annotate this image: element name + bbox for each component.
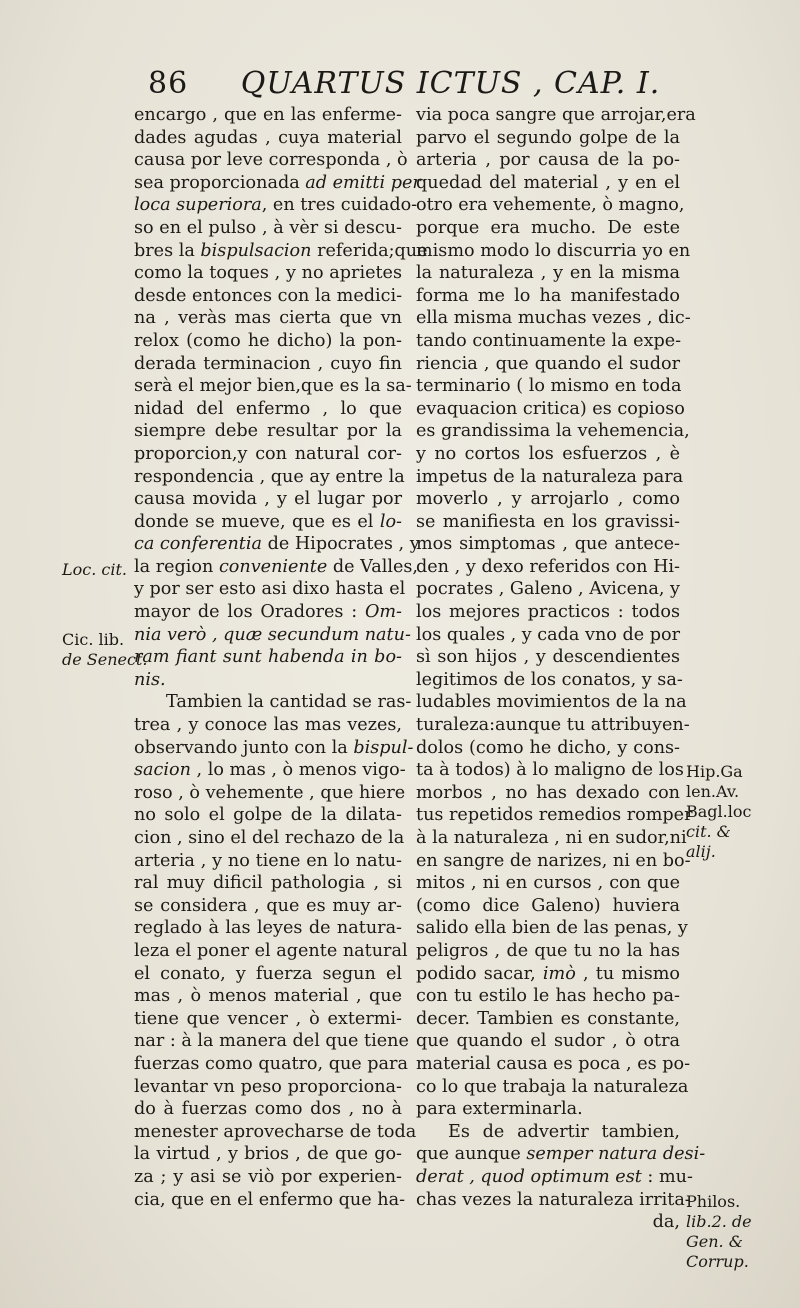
text-line: ca conferentia de Hipocrates , y [134, 534, 420, 555]
text-line: causa movida , y el lugar por [134, 489, 402, 510]
text-line: con tu estilo le has hecho pa- [416, 986, 680, 1007]
text-line: da, [652, 1212, 680, 1233]
margin-note-loc-cit: Loc. cit. [62, 560, 127, 579]
text-line: leza el poner el agente natural [134, 940, 408, 961]
text-line: ludables movimientos de la na [416, 692, 687, 713]
text-line: morbos , no has dexado con [416, 782, 680, 803]
text-line: que quando el sudor , ò otra [416, 1031, 680, 1052]
text-line: en sangre de narizes, ni en bo- [416, 850, 691, 871]
running-head [148, 66, 661, 101]
text-line: chas vezes la naturaleza irrita- [416, 1189, 691, 1210]
text-line: co lo que trabaja la naturaleza [416, 1076, 689, 1097]
text-line: podido sacar, imò , tu mismo [416, 963, 681, 984]
text-line: loca superiora, en tres cuidado- [134, 195, 418, 216]
page-title: QUARTUS ICTUS , CAP. I. [240, 66, 661, 101]
text-line: decer. Tambien es constante, [416, 1008, 680, 1029]
text-line: ram fiant sunt habenda in bo- [134, 647, 402, 668]
text-line: roso , ò vehemente , que hiere [134, 782, 406, 803]
text-line: cia, que en el enfermo que ha- [134, 1189, 406, 1210]
text-line: respondencia , que ay entre la [134, 466, 405, 487]
text-line: via poca sangre que arrojar,era [416, 105, 696, 125]
text-line: se considera , que es muy ar- [134, 895, 402, 916]
text-line: los mejores practicos : todos [416, 602, 680, 623]
text-line: parvo el segundo golpe de la [416, 127, 680, 148]
text-line: dades agudas , cuya material [134, 127, 402, 148]
text-line: ta à todos) à lo maligno de los [416, 760, 684, 781]
text-line: nar : à la manera del que tiene [134, 1031, 409, 1052]
text-line: sea proporcionada ad emitti per [134, 172, 421, 193]
text-line: se manifiesta en los gravissi- [416, 511, 680, 532]
text-line: turaleza:aunque tu attribuyen- [416, 715, 690, 736]
text-line: peligros , de que tu no la has [416, 940, 680, 961]
text-line: la virtud , y brios , de que go- [134, 1144, 402, 1165]
text-line: riencia , que quando el sudor [416, 353, 680, 374]
text-line: tando continuamente la expe- [416, 330, 682, 351]
text-line: evaquacion critica) es copioso [416, 398, 685, 419]
margin-note-hippocrates: Hip.Ga len.Av. Bagl.loc cit. & alij. [686, 762, 752, 861]
text-line: levantar vn peso proporciona- [134, 1076, 402, 1097]
text-line: trea , y conoce las mas vezes, [134, 715, 402, 736]
text-line: legitimos de los conatos, y sa- [416, 669, 683, 690]
text-line: derat , quod optimum est : mu- [416, 1166, 693, 1187]
text-line: no solo el golpe de la dilata- [134, 805, 402, 826]
text-line: los quales , y cada vno de por [416, 624, 680, 645]
text-line: relox (como he dicho) la pon- [134, 330, 402, 351]
text-line: Es de advertir tambien, [448, 1121, 680, 1142]
text-line: menester aprovecharse de toda [134, 1121, 417, 1142]
margin-note-cicero: Cic. lib. de Senect. [62, 630, 148, 669]
text-line: reglado à las leyes de natura- [134, 918, 402, 939]
text-line: mismo modo lo discurria yo en [416, 240, 691, 261]
text-line: quedad del material , y en el [416, 172, 680, 193]
text-line: proporcion,y con natural cor- [134, 443, 402, 464]
text-line: za ; y asi se viò por experien- [134, 1166, 402, 1187]
text-line: salido ella bien de las penas, y [416, 918, 688, 939]
text-line: terminario ( lo mismo en toda [416, 376, 682, 397]
text-line: y no cortos los esfuerzos , è [416, 443, 680, 464]
text-line: dolos (como he dicho, y cons- [416, 737, 680, 758]
text-line: para exterminarla. [416, 1099, 583, 1120]
text-line: ral muy dificil pathologia , si [134, 873, 402, 894]
text-line: bres la bispulsacion referida;que [134, 240, 428, 261]
text-line: el conato, y fuerza segun el [134, 963, 402, 984]
text-line: sì son hijos , y descendientes [416, 647, 680, 668]
text-line: porque era mucho. De este [416, 217, 680, 238]
text-line: (como dice Galeno) huviera [416, 895, 680, 916]
text-line: causa por leve corresponda , ò [134, 150, 408, 171]
text-column-right [416, 104, 706, 1234]
text-line: como la toques , y no aprietes [134, 263, 402, 284]
text-line: cion , sino el del rechazo de la [134, 828, 405, 848]
text-line: sacion , lo mas , ò menos vigo- [134, 760, 406, 781]
text-line: tiene que vencer , ò extermi- [134, 1008, 402, 1029]
text-line: derada terminacion , cuyo fin [134, 353, 402, 374]
text-line: na , veràs mas cierta que vn [134, 308, 402, 329]
text-line: desde entonces con la medici- [134, 285, 403, 306]
text-line: impetus de la naturaleza para [416, 466, 684, 487]
text-line: donde se mueve, que es el lo- [134, 511, 402, 532]
text-line: mas , ò menos material , que [134, 986, 402, 1007]
text-line: tus repetidos remedios romper [416, 805, 693, 826]
text-line: serà el mejor bien,que es la sa- [134, 376, 412, 397]
margin-note-philosophus: Philos. lib.2. de Gen. & Corrup. [686, 1192, 752, 1271]
page-number: 86 [148, 66, 189, 101]
text-line: mayor de los Oradores : Om- [134, 602, 402, 623]
text-line: so en el pulso , à vèr si descu- [134, 217, 402, 238]
text-line: siempre debe resultar por la [134, 421, 402, 442]
text-line: y por ser esto asi dixo hasta el [134, 579, 406, 600]
text-line: nis. [134, 669, 166, 690]
text-line: nidad del enfermo , lo que [134, 398, 402, 419]
text-line: la region conveniente de Valles, [134, 556, 418, 577]
text-line: ella misma muchas vezes , dic- [416, 308, 691, 329]
text-line: den , y dexo referidos con Hi- [416, 556, 680, 577]
text-line: mos simptomas , que antece- [416, 534, 680, 555]
text-line: la naturaleza , y en la misma [416, 263, 680, 284]
text-line: que aunque semper natura desi- [416, 1144, 706, 1165]
text-line: arteria , por causa de la po- [416, 150, 680, 171]
text-line: Tambien la cantidad se ras- [166, 692, 412, 713]
text-line: à la naturaleza , ni en sudor,ni [416, 828, 687, 848]
text-column-left [134, 104, 428, 1211]
text-line: fuerzas como quatro, que para [134, 1053, 408, 1074]
text-line: mitos , ni en cursos , con que [416, 873, 680, 894]
text-line: otro era vehemente, ò magno, [416, 195, 685, 216]
text-line: es grandissima la vehemencia, [416, 421, 690, 442]
text-line: pocrates , Galeno , Avicena, y [416, 579, 680, 600]
text-line: material causa es poca , es po- [416, 1053, 691, 1074]
text-line: observando junto con la bispul- [134, 737, 414, 758]
text-line: arteria , y no tiene en lo natu- [134, 850, 402, 871]
text-line: do à fuerzas como dos , no à [134, 1099, 402, 1120]
text-line: nia verò , quæ secundum natu- [134, 624, 411, 645]
text-line: encargo , que en las enferme- [134, 105, 402, 125]
text-line: moverlo , y arrojarlo , como [416, 489, 680, 510]
text-line: forma me lo ha manifestado [416, 285, 680, 306]
